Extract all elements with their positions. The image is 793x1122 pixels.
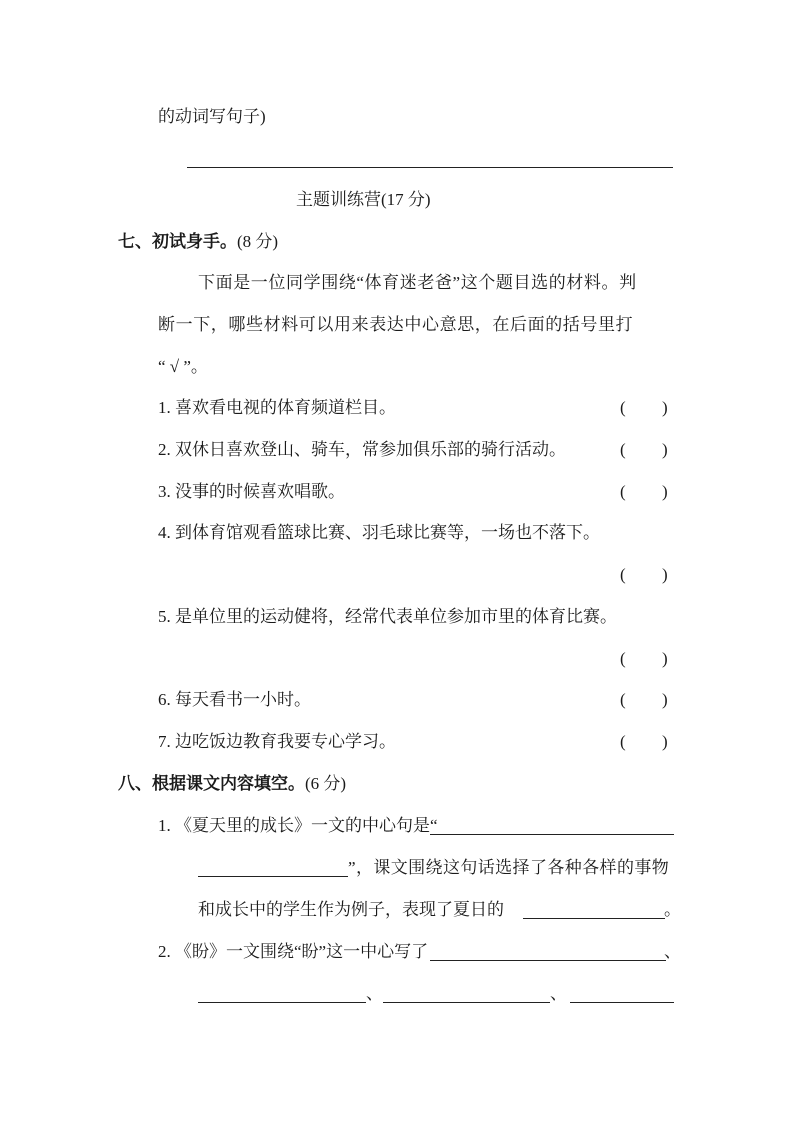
separator: 、 bbox=[366, 984, 383, 1003]
q7-item-2: 2. 双休日喜欢登山、骑车，常参加俱乐部的骑行活动。 bbox=[158, 440, 566, 459]
fill-blank-2c[interactable] bbox=[383, 1002, 550, 1003]
fill-blank-1b[interactable] bbox=[198, 876, 348, 877]
q8-item-1-line-3: 和成长中的学生作为例子，表现了夏日的 bbox=[198, 900, 504, 919]
fill-blank-2a[interactable] bbox=[430, 960, 666, 961]
q7-heading bbox=[118, 231, 278, 253]
q7-item-1: 1. 喜欢看电视的体育频道栏目。 bbox=[158, 398, 396, 417]
fill-blank-2b[interactable] bbox=[198, 1002, 366, 1003]
q7-score: (8 分) bbox=[237, 232, 279, 251]
q7-item-5: 5. 是单位里的运动健将，经常代表单位参加市里的体育比赛。 bbox=[158, 607, 617, 626]
q8-heading-text: 八、根据课文内容填空。 bbox=[118, 774, 305, 793]
q7-intro-line-2: 断一下，哪些材料可以用来表达中心意思，在后面的括号里打 bbox=[158, 315, 634, 334]
fill-blank-2d[interactable] bbox=[570, 1002, 674, 1003]
q7-item-4: 4. 到体育馆观看篮球比赛、羽毛球比赛等，一场也不落下。 bbox=[158, 523, 600, 542]
q8-item-2-line-1: 2. 《盼》一文围绕“盼”这一中心写了 bbox=[158, 942, 429, 961]
q7-item-6: 6. 每天看书一小时。 bbox=[158, 690, 311, 709]
q8-item-1-line-1: 1. 《夏天里的成长》一文的中心句是“ bbox=[158, 816, 438, 835]
q7-item-3: 3. 没事的时候喜欢唱歌。 bbox=[158, 482, 345, 501]
section-title: 主题训练营(17 分) bbox=[296, 190, 431, 209]
q7-item-7: 7. 边吃饭边教育我要专心学习。 bbox=[158, 732, 396, 751]
q7-intro-line-3: “ √ ”。 bbox=[158, 357, 208, 376]
period: 。 bbox=[664, 900, 681, 919]
q7-intro-line-1: 下面是一位同学围绕“体育迷老爸”这个题目选的材料。判 bbox=[198, 273, 637, 292]
answer-line bbox=[187, 167, 673, 168]
separator: 、 bbox=[550, 984, 567, 1003]
q7-heading-text: 七、初试身手。 bbox=[118, 232, 237, 251]
q8-score: (6 分) bbox=[305, 774, 347, 793]
fill-blank-1a[interactable] bbox=[430, 834, 674, 835]
fill-blank-1c[interactable] bbox=[523, 918, 665, 919]
separator: 、 bbox=[664, 942, 681, 961]
q8-item-1-line-2: ”，课文围绕这句话选择了各种各样的事物 bbox=[348, 858, 670, 877]
q8-heading bbox=[118, 773, 346, 795]
previous-question-tail: 的动词写句子) bbox=[158, 107, 266, 126]
